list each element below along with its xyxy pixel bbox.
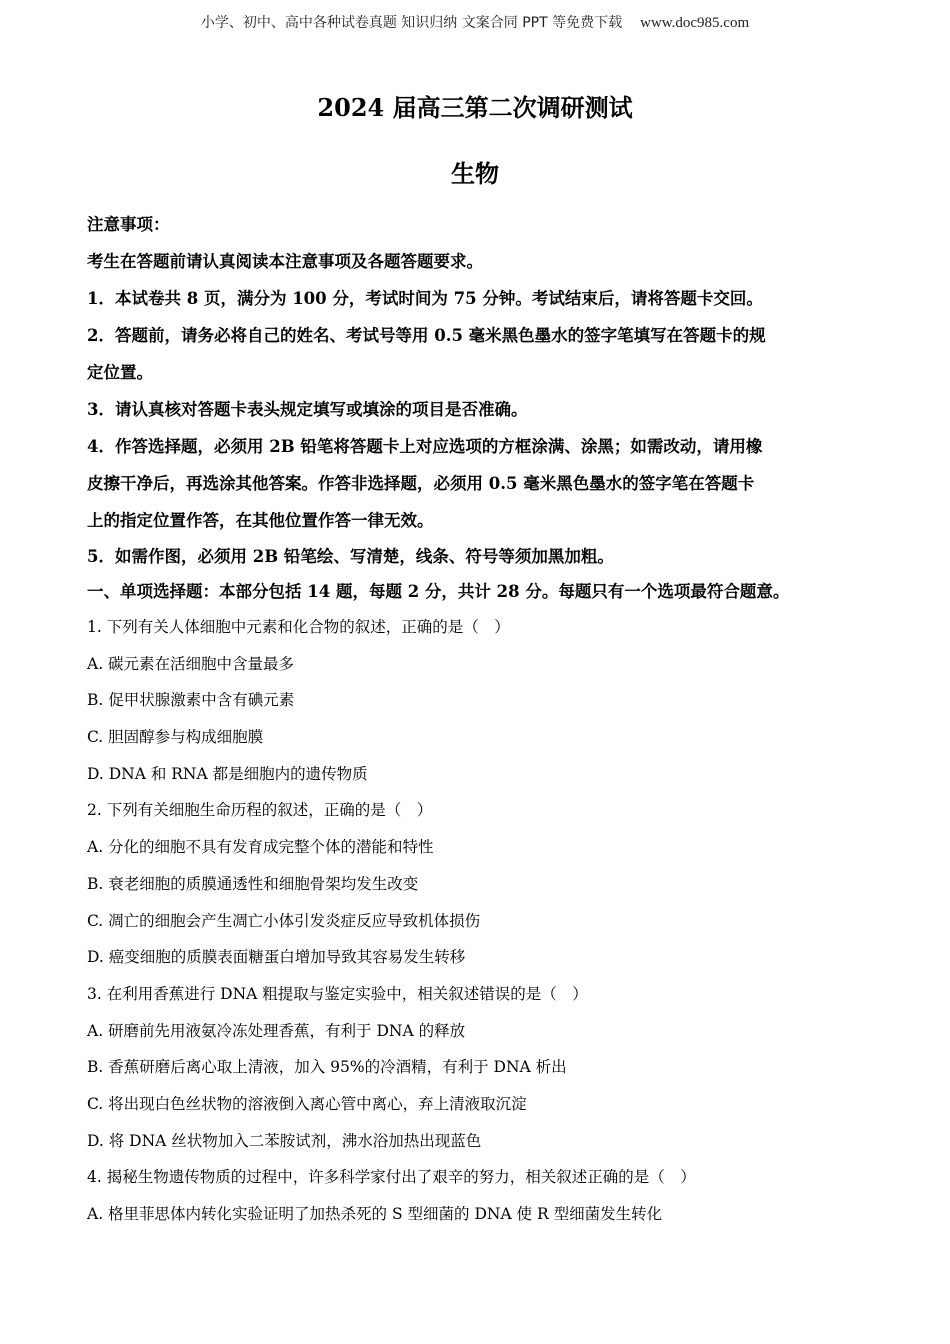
question-option: D. 癌变细胞的质膜表面糖蛋白增加导致其容易发生转移 (87, 948, 466, 967)
section-heading: 一、单项选择题：本部分包括 14 题，每题 2 分，共计 28 分。每题只有一个选项最符合题意。 (87, 582, 790, 601)
page-header (0, 12, 950, 32)
question-option: C. 将出现白色丝状物的溶液倒入离心管中离心，弃上清液取沉淀 (87, 1094, 527, 1113)
question-stem: 2. 下列有关细胞生命历程的叙述，正确的是（ ） (87, 801, 433, 820)
exam-title: 2024 届高三第二次调研测试 (317, 93, 633, 122)
question-option: B. 香蕉研磨后离心取上清液，加入 95%的冷酒精，有利于 DNA 析出 (87, 1058, 567, 1077)
exam-content (87, 206, 863, 1233)
question-option: D. 将 DNA 丝状物加入二苯胺试剂，沸水浴加热出现蓝色 (87, 1131, 482, 1150)
question-stem: 1. 下列有关人体细胞中元素和化合物的叙述，正确的是（ ） (87, 618, 510, 636)
question-option: C. 胆固醇参与构成细胞膜 (87, 728, 264, 747)
notice-item: 定位置。 (87, 363, 153, 382)
notice-item: 3．请认真核对答题卡表头规定填写或填涂的项目是否准确。 (87, 400, 528, 419)
notice-intro: 考生在答题前请认真阅读本注意事项及各题答题要求。 (87, 252, 483, 271)
question-option: D. DNA 和 RNA 都是细胞内的遗传物质 (87, 764, 368, 783)
header-site-link[interactable]: www.doc985.com (640, 15, 750, 31)
question-stem: 3. 在利用香蕉进行 DNA 粗提取与鉴定实验中，相关叙述错误的是（ ） (87, 984, 588, 1003)
question-option: A. 格里菲思体内转化实验证明了加热杀死的 S 型细菌的 DNA 使 R 型细菌发生转化 (87, 1205, 663, 1223)
notice-item: 上的指定位置作答，在其他位置作答一律无效。 (87, 511, 434, 530)
question-stem: 4. 揭秘生物遗传物质的过程中，许多科学家付出了艰辛的努力，相关叙述正确的是（ ） (87, 1168, 696, 1187)
notice-item: 5．如需作图，必须用 2B 铅笔绘、写清楚，线条、符号等须加黑加粗。 (87, 547, 614, 566)
notice-item: 皮擦干净后，再选涂其他答案。作答非选择题，必须用 0.5 毫米黑色墨水的签字笔在答题卡 (87, 474, 755, 493)
question-option: C. 凋亡的细胞会产生凋亡小体引发炎症反应导致机体损伤 (87, 911, 481, 930)
exam-subject: 生物 (451, 159, 499, 188)
notice-item: 1．本试卷共 8 页，满分为 100 分，考试时间为 75 分钟。考试结束后，请将答题卡交回。 (87, 289, 763, 308)
question-option: A. 研磨前先用液氨冷冻处理香蕉，有利于 DNA 的释放 (87, 1021, 466, 1040)
question-option: A. 碳元素在活细胞中含量最多 (87, 654, 295, 673)
notice-item: 4．作答选择题，必须用 2B 铅笔将答题卡上对应选项的方框涂满、涂黑；如需改动，请用橡 (87, 437, 763, 456)
notice-item: 2．答题前，请务必将自己的姓名、考试号等用 0.5 毫米黑色墨水的签字笔填写在答题卡的规 (87, 326, 766, 345)
question-option: B. 促甲状腺激素中含有碘元素 (87, 691, 295, 710)
header-categories: 小学、初中、高中各种试卷真题 知识归纳 文案合同 PPT 等免费下载 (200, 15, 623, 31)
notice-heading: 注意事项： (87, 215, 170, 234)
question-option: B. 衰老细胞的质膜通透性和细胞骨架均发生改变 (87, 874, 419, 893)
question-option: A. 分化的细胞不具有发育成完整个体的潜能和特性 (87, 838, 434, 857)
